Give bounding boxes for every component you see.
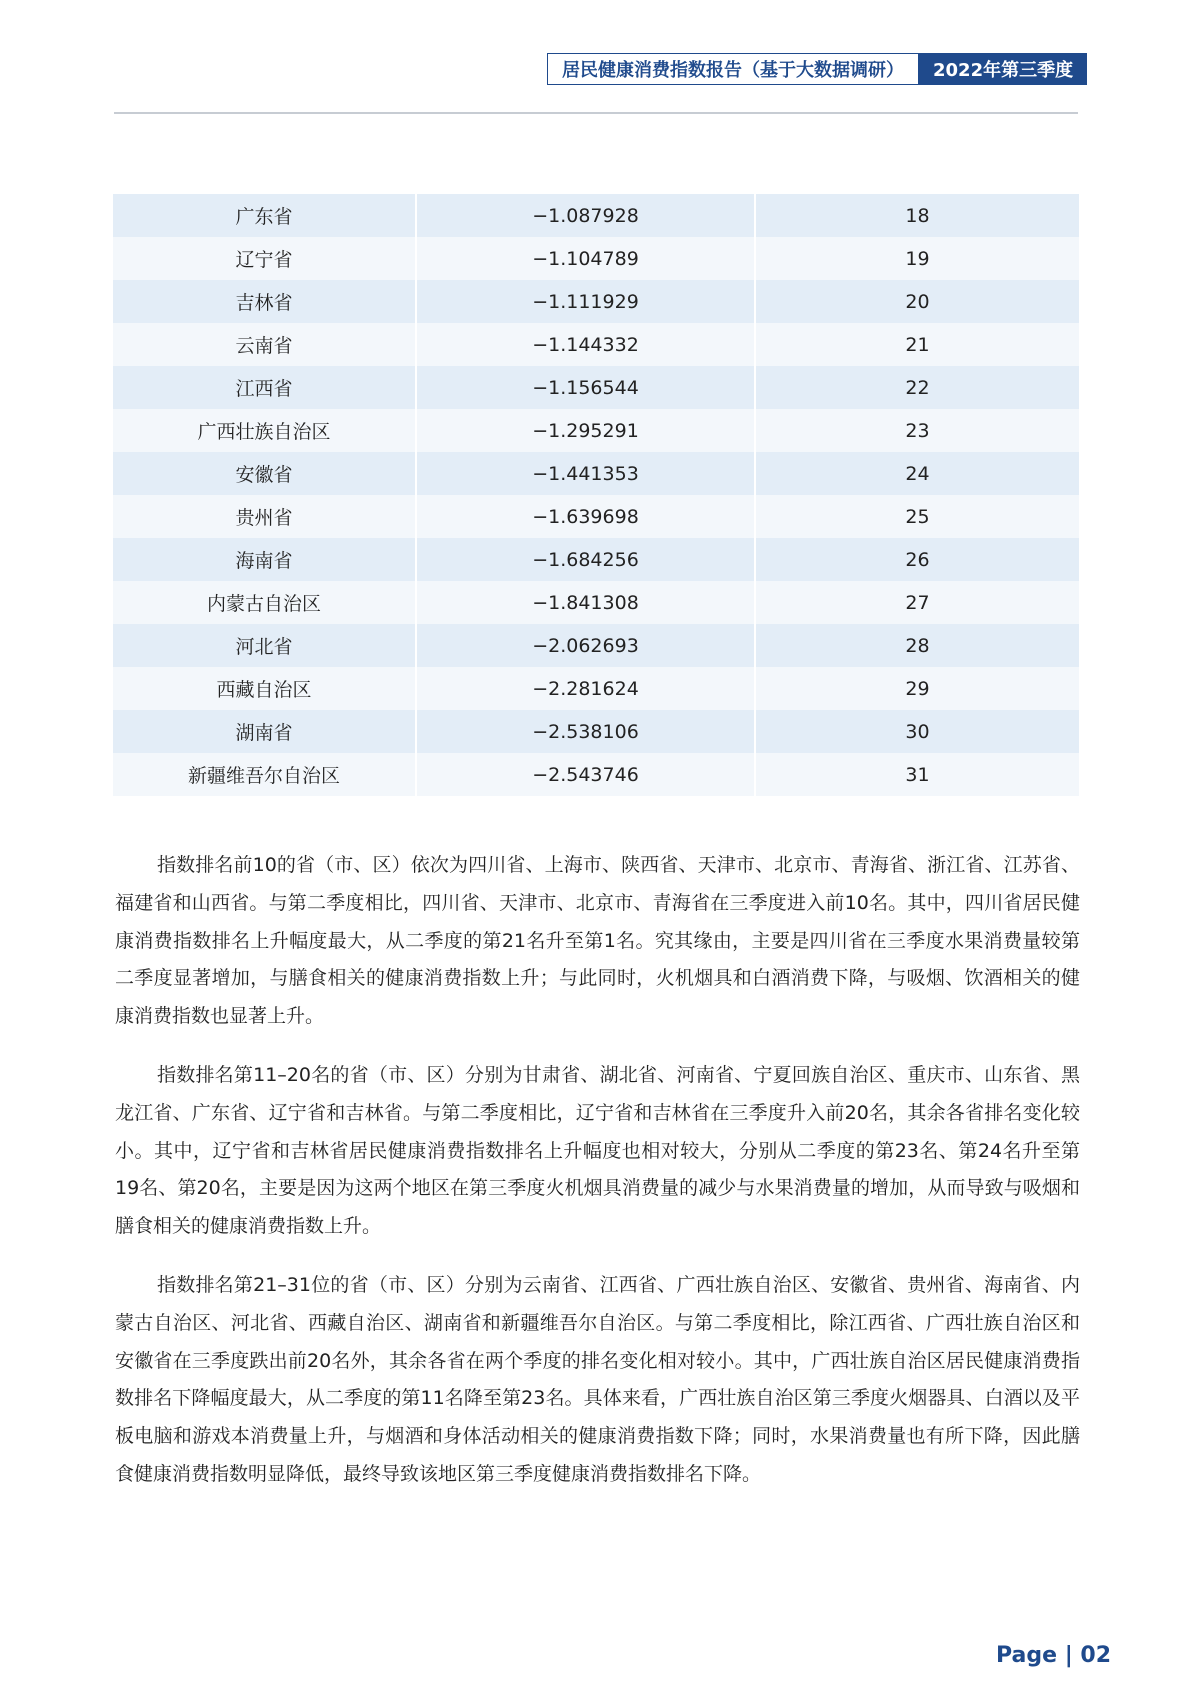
province-cell: 西藏自治区 xyxy=(113,667,416,710)
rank-cell: 21 xyxy=(755,323,1079,366)
index-value-cell: −1.156544 xyxy=(416,366,755,409)
index-value-cell: −1.684256 xyxy=(416,538,755,581)
report-period: 2022年第三季度 xyxy=(919,53,1087,85)
index-value-cell: −1.144332 xyxy=(416,323,755,366)
rank-cell: 29 xyxy=(755,667,1079,710)
rank-cell: 28 xyxy=(755,624,1079,667)
table-row xyxy=(113,624,1079,667)
index-value-cell: −1.639698 xyxy=(416,495,755,538)
rank-cell: 27 xyxy=(755,581,1079,624)
paragraph-text: 指数排名第11–20名的省（市、区）分别为甘肃省、湖北省、河南省、宁夏回族自治区、重庆市、山东省、黑龙江省、广东省、辽宁省和吉林省。与第二季度相比，辽宁省和吉林省在三季度升入前20名，其余各省排名变化较小。其中，辽宁省和吉林省居民健康消费指数排名上升幅度也相对较大，分别从二季度的第23名、第24名升至第19名、第20名，主要是因为这两个地区在第三季度火机烟具消费量的减少与水果消费量的增加，从而导致与吸烟和膳食相关的健康消费指数上升。 xyxy=(115,1064,1080,1238)
page-header xyxy=(547,53,1087,85)
province-cell: 内蒙古自治区 xyxy=(113,581,416,624)
ranking-table-body xyxy=(113,194,1079,796)
province-cell: 辽宁省 xyxy=(113,237,416,280)
table-row xyxy=(113,409,1079,452)
rank-cell: 23 xyxy=(755,409,1079,452)
province-cell: 新疆维吾尔自治区 xyxy=(113,753,416,796)
province-cell: 广西壮族自治区 xyxy=(113,409,416,452)
header-divider xyxy=(114,112,1078,114)
rank-cell: 25 xyxy=(755,495,1079,538)
rank-cell: 26 xyxy=(755,538,1079,581)
province-cell: 安徽省 xyxy=(113,452,416,495)
index-value-cell: −1.841308 xyxy=(416,581,755,624)
table-row xyxy=(113,581,1079,624)
index-value-cell: −2.543746 xyxy=(416,753,755,796)
rank-cell: 22 xyxy=(755,366,1079,409)
rank-cell: 19 xyxy=(755,237,1079,280)
page-number: Page | 02 xyxy=(996,1643,1112,1668)
table-row xyxy=(113,323,1079,366)
paragraph-text: 指数排名第21–31位的省（市、区）分别为云南省、江西省、广西壮族自治区、安徽省、贵州省、海南省、内蒙古自治区、河北省、西藏自治区、湖南省和新疆维吾尔自治区。与第二季度相比，除江西省、广西壮族自治区和安徽省在三季度跌出前20名外，其余各省在两个季度的排名变化相对较小。其中，广西壮族自治区居民健康消费指数排名下降幅度最大，从二季度的第11名降至第23名。具体来看，广西壮族自治区第三季度火烟器具、白酒以及平板电脑和游戏本消费量上升，与烟酒和身体活动相关的健康消费指数下降；同时，水果消费量也有所下降，因此膳食健康消费指数明显降低，最终导致该地区第三季度健康消费指数排名下降。 xyxy=(115,1274,1080,1485)
province-cell: 河北省 xyxy=(113,624,416,667)
index-value-cell: −1.087928 xyxy=(416,194,755,237)
rank-cell: 31 xyxy=(755,753,1079,796)
index-value-cell: −1.295291 xyxy=(416,409,755,452)
table-row xyxy=(113,538,1079,581)
province-cell: 广东省 xyxy=(113,194,416,237)
table-row xyxy=(113,237,1079,280)
table-row xyxy=(113,366,1079,409)
index-value-cell: −1.441353 xyxy=(416,452,755,495)
rank-cell: 18 xyxy=(755,194,1079,237)
paragraph-rank-11-20 xyxy=(115,1057,1080,1246)
province-cell: 吉林省 xyxy=(113,280,416,323)
table-row xyxy=(113,452,1079,495)
rank-cell: 24 xyxy=(755,452,1079,495)
province-cell: 云南省 xyxy=(113,323,416,366)
rank-cell: 20 xyxy=(755,280,1079,323)
ranking-table xyxy=(113,194,1079,796)
index-value-cell: −2.281624 xyxy=(416,667,755,710)
index-value-cell: −2.062693 xyxy=(416,624,755,667)
paragraph-top-10 xyxy=(115,847,1080,1036)
table-row xyxy=(113,495,1079,538)
table-row xyxy=(113,753,1079,796)
province-cell: 湖南省 xyxy=(113,710,416,753)
table-row xyxy=(113,667,1079,710)
paragraph-rank-21-31 xyxy=(115,1267,1080,1494)
table-row xyxy=(113,280,1079,323)
index-value-cell: −2.538106 xyxy=(416,710,755,753)
rank-cell: 30 xyxy=(755,710,1079,753)
province-cell: 江西省 xyxy=(113,366,416,409)
paragraph-text: 指数排名前10的省（市、区）依次为四川省、上海市、陕西省、天津市、北京市、青海省、浙江省、江苏省、福建省和山西省。与第二季度相比，四川省、天津市、北京市、青海省在三季度进入前10名。其中，四川省居民健康消费指数排名上升幅度最大，从二季度的第21名升至第1名。究其缘由，主要是四川省在三季度水果消费量较第二季度显著增加，与膳食相关的健康消费指数上升；与此同时，火机烟具和白酒消费下降，与吸烟、饮酒相关的健康消费指数也显著上升。 xyxy=(115,854,1080,1028)
table-row xyxy=(113,194,1079,237)
table-row xyxy=(113,710,1079,753)
province-cell: 贵州省 xyxy=(113,495,416,538)
index-value-cell: −1.104789 xyxy=(416,237,755,280)
province-cell: 海南省 xyxy=(113,538,416,581)
index-value-cell: −1.111929 xyxy=(416,280,755,323)
report-title: 居民健康消费指数报告（基于大数据调研） xyxy=(547,53,919,85)
